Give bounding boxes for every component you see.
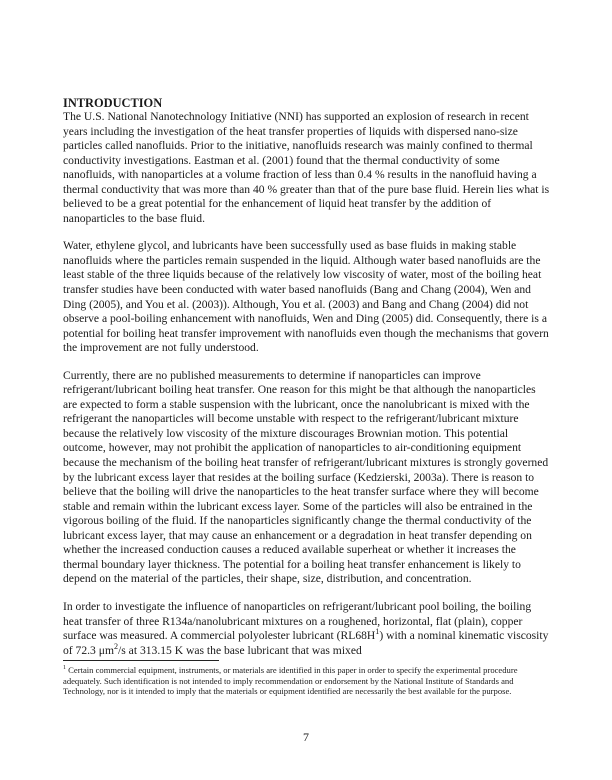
paragraph: Currently, there are no published measurements to determine if nanoparticles can improve refrigerant/lubricant boiling heat transfer. One reason for this might be that although the nanoparticles are expected to form a stable suspension with the lubricant, once the nanolubricant is mixed with the refrigerant the nanoparticles will become unstable with respect to the refrigerant/lubricant mixture because the relatively low viscosity of the mixture discourages Brownian motion. This potential outcome, however, may not prohibit the application of nanoparticles to air-conditioning equipment because the mechanism of the boiling heat transfer of refrigerant/lubricant mixtures is strongly governed by the lubricant excess layer that resides at the boiling surface (Kedzierski, 2003a). There is reason to believe that the boiling will drive the nanoparticles to the heat transfer surface where they will become stable and remain within the lubricant excess layer. Some of the particles will also be entrained in the vigorous boiling of the fluid. If the nanoparticles significantly change the thermal conductivity of the lubricant excess layer, that may cause an enhancement or a degradation in heat transfer depending on whether the increased conduction causes a reduced available superheat or whether it increases the thermal boundary layer thickness. The potential for a boiling heat transfer enhancement is likely to depend on the material of the particles, their shape, size, distribution, and concentration. <box>63 368 549 586</box>
page-number: 7 <box>303 730 309 744</box>
footnote-marker: 1 <box>63 665 67 672</box>
footnote <box>63 665 533 697</box>
unit-exponent: 2 <box>113 641 119 651</box>
paragraph-text: In order to investigate the influence of nanoparticles on refrigerant/lubricant pool boiling, the boiling heat transfer of three R134a/nanolubricant mixtures on a roughened, horizontal, flat (plain), copper surface was measured. A commercial polyolester lubricant (RL68H <box>63 599 532 643</box>
paragraph: The U.S. National Nanotechnology Initiative (NNI) has supported an explosion of research in recent years including the investigation of the heat transfer properties of liquids with dispersed nano-size particles called nanofluids. Prior to the initiative, nanofluids research was mainly confined to thermal conductivity investigations. Eastman et al. (2001) found that the thermal conductivity of some nanofluids, with nanoparticles at a volume fraction of less than 0.4 % results in the nanofluid having a thermal conductivity that was more than 40 % greater than that of the pure base fluid. Herein lies what is believed to be a great potential for the enhancement of liquid heat transfer by the addition of nanoparticles to the base fluid. <box>63 110 550 225</box>
paragraph-text: /s at 313.15 K was the base lubricant that was mixed <box>118 643 362 657</box>
footnote-divider <box>63 660 219 661</box>
paragraph: Water, ethylene glycol, and lubricants have been successfully used as base fluids in making stable nanofluids where the particles remain suspended in the liquid. Although water based nanofluids are the least stable of the three liquids because of the relatively low viscosity of water, most of the boiling heat transfer studies have been conducted with water based nanofluids (Bang and Chang (2004), Wen and Ding (2005), and You et al. (2003)). Although, You et al. (2003) and Bang and Chang (2004) did not observe a pool-boiling enhancement with nanofluids, Wen and Ding (2005) did. Consequently, there is a potential for boiling heat transfer improvement with nanofluids even though the mechanisms that govern the improvement are not fully understood. <box>63 239 549 355</box>
paragraph-text: ) with a nominal kinematic viscosity of 72.3 μm <box>63 629 549 657</box>
document-body <box>63 96 550 671</box>
footnote-text: Certain commercial equipment, instruments, or materials are identified in this paper in order to specify the experimental procedure adequately. Such identification is not intended to imply recommendation or endorsement by the National Institute of Standards and Technology, nor is it intended to imply that the materials or equipment identified are necessarily the best available for the purpose. <box>63 665 518 697</box>
section-heading: INTRODUCTION <box>63 96 163 110</box>
paragraph <box>63 600 550 658</box>
footnote-marker: 1 <box>375 627 380 637</box>
